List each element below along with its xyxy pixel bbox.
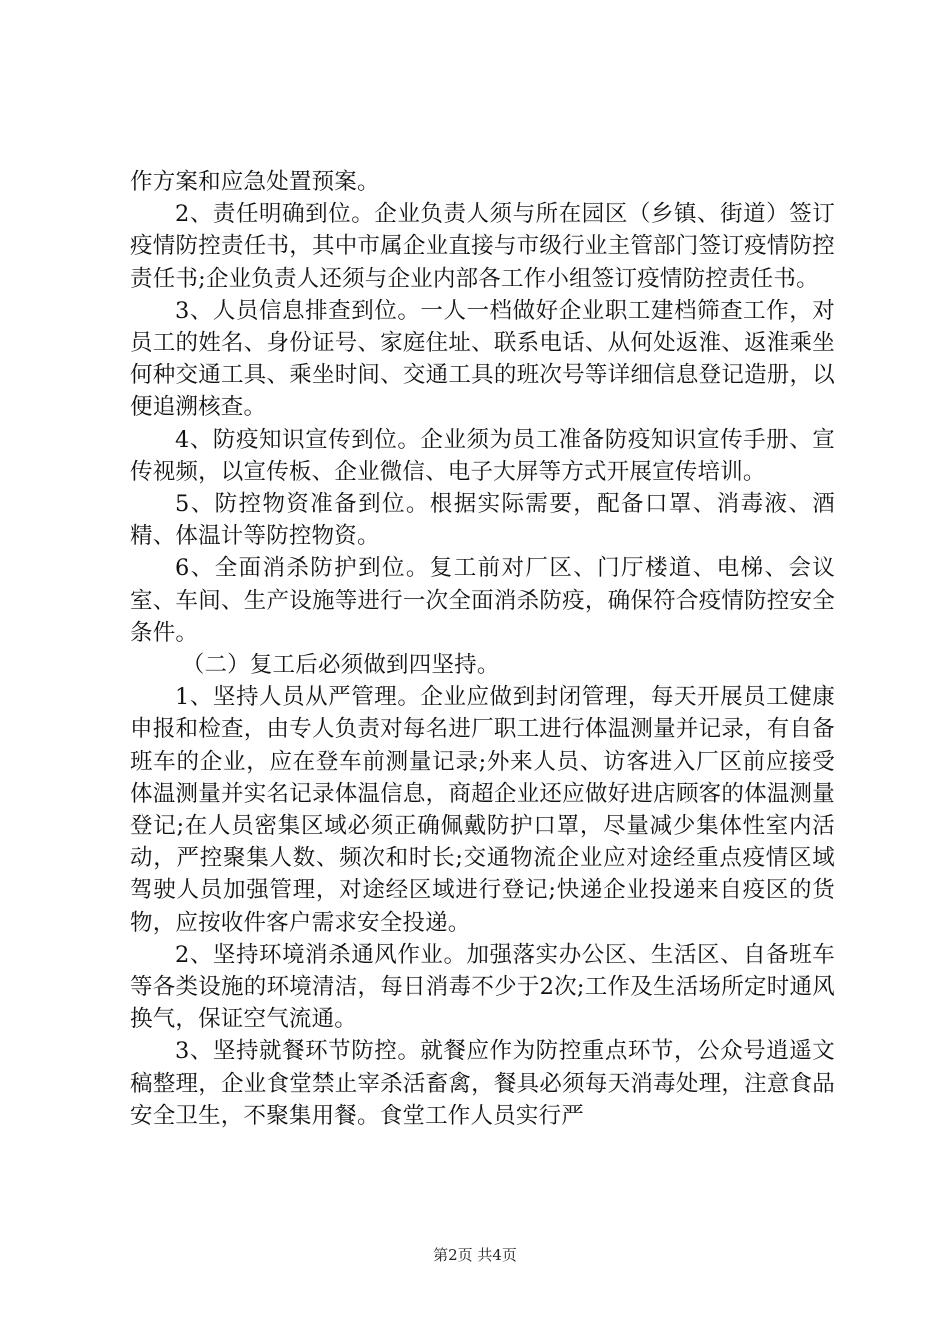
paragraph: 6、全面消杀防护到位。复工前对厂区、门厅楼道、电梯、会议室、车间、生产设施等进行一次全面消杀防疫，确保符合疫情防控安全条件。 <box>130 555 835 646</box>
paragraph: 4、防疫知识宣传到位。企业须为员工准备防疫知识宣传手册、宣传视频，以宣传板、企业微信、电子大屏等方式开展宣传培训。 <box>130 426 835 485</box>
paragraph: 作方案和应急处置预案。 <box>130 169 380 195</box>
paragraph: 2、坚持环境消杀通风作业。加强落实办公区、生活区、自备班车等各类设施的环境清洁，每日消毒不少于2次;工作及生活场所定时通风换气，保证空气流通。 <box>130 941 835 1033</box>
paragraph: 1、坚持人员从严管理。企业应做到封闭管理，每天开展员工健康申报和检查，由专人负责对每名进厂职工进行体温测量并记录，有自备班车的企业，应在登车前测量记录;外来人员、访客进入厂区前应接受体温测量并实名记录体温信息，商超企业还应做好进店顾客的体温测量登记;在人员密集区域必须正确佩戴防护口罩，尽量减少集体性室内活动，严控聚集人数、频次和时长;交通物流企业应对途经重点疫情区域驾驶人员加强管理，对途经区域进行登记;快递企业投递来自疫区的货物，应按收件客户需求安全投递。 <box>130 684 835 936</box>
document-body <box>130 166 835 1132</box>
paragraph: 5、防控物资准备到位。根据实际需要，配备口罩、消毒液、酒精、体温计等防控物资。 <box>130 491 835 550</box>
paragraph: 3、人员信息排查到位。一人一档做好企业职工建档筛查工作，对员工的姓名、身份证号、家庭住址、联系电话、从何处返淮、返淮乘坐何种交通工具、乘坐时间、交通工具的班次号等详细信息登记造册，以便追溯核查。 <box>130 297 835 421</box>
section-heading: （二）复工后必须做到四坚持。 <box>181 652 500 679</box>
paragraph: 2、责任明确到位。企业负责人须与所在园区（乡镇、街道）签订疫情防控责任书，其中市属企业直接与市级行业主管部门签订疫情防控责任书;企业负责人还须与企业内部各工作小组签订疫情防控责任书。 <box>130 201 835 292</box>
page-footer: 第2页 共4页 <box>433 1246 517 1264</box>
paragraph: 3、坚持就餐环节防控。就餐应作为防控重点环节，公众号逍遥文稿整理，企业食堂禁止宰杀活畜禽，餐具必须每天消毒处理，注意食品安全卫生，不聚集用餐。食堂工作人员实行严 <box>130 1038 835 1129</box>
